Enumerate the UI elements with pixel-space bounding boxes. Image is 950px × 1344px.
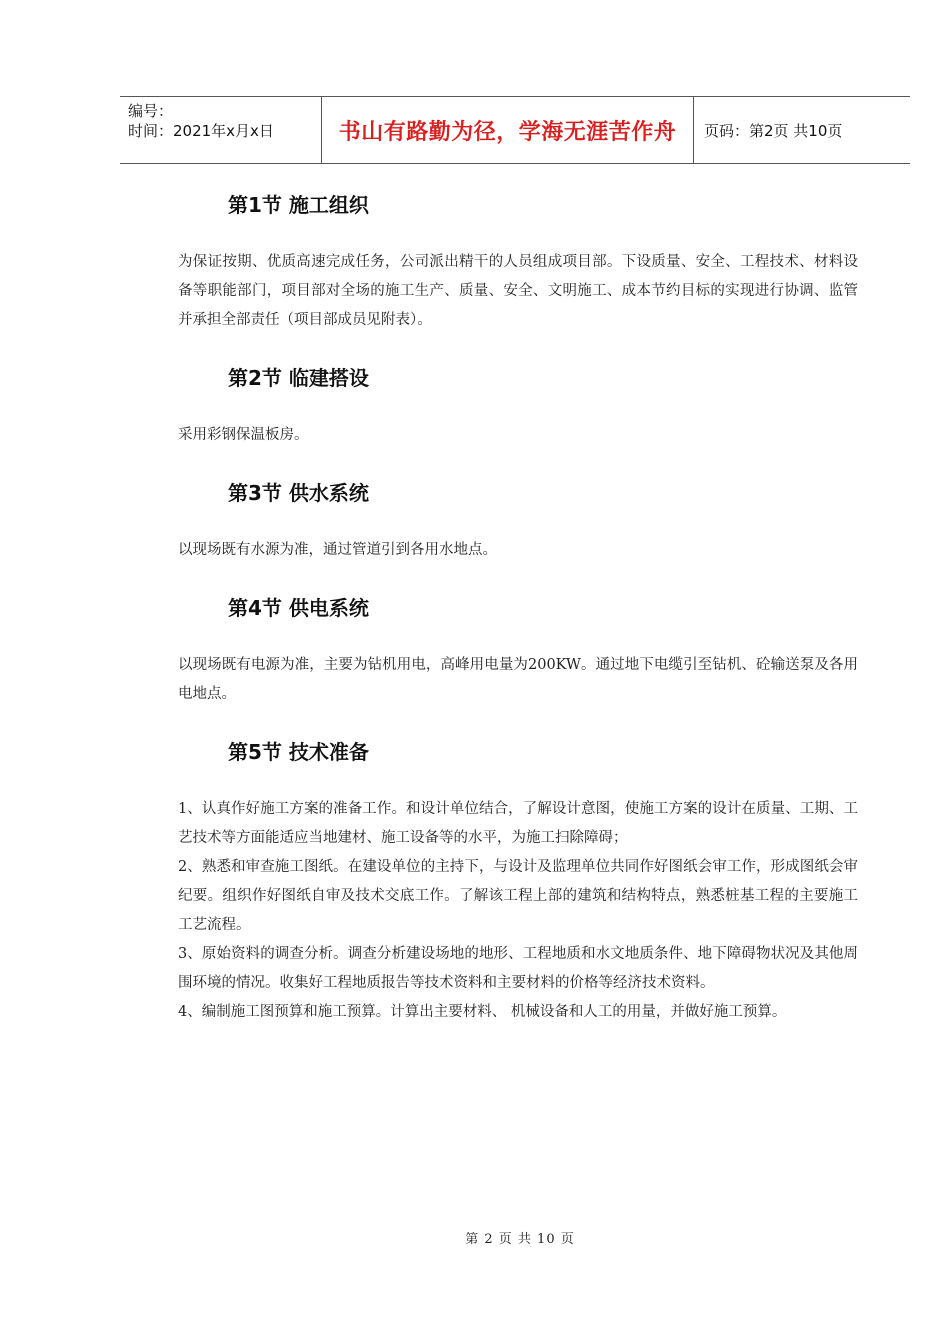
- section-title: 第4节 供电系统: [228, 596, 369, 620]
- document-time-label: 时间：2021年x月x日: [128, 122, 274, 140]
- section-paragraph: 为保证按期、优质高速完成任务，公司派出精干的人员组成项目部。下设质量、安全、工程技术、材料设备等职能部门，项目部对全场的施工生产、质量、安全、文明施工、成本节约目标的实现进行协调、监管并承担全部责任（项目部成员见附表）。: [178, 254, 858, 328]
- section-title: 第2节 临建搭设: [228, 366, 369, 390]
- header-motto: 书山有路勤为径，学海无涯苦作舟: [338, 119, 677, 145]
- header-motto-cell: [321, 97, 694, 163]
- footer-page-number: 第 2 页 共 10 页: [465, 1232, 575, 1247]
- list-item: 1、认真作好施工方案的准备工作。和设计单位结合，了解设计意图，使施工方案的设计在质量、工期、工艺技术等方面能适应当地建材、施工设备等的水平，为施工扫除障碍；: [178, 801, 858, 846]
- document-body: [178, 190, 858, 1027]
- header-page-cell: [694, 97, 910, 163]
- section-title: 第1节 施工组织: [228, 193, 369, 217]
- list-item: 3、原始资料的调查分析。调查分析建设场地的地形、工程地质和水文地质条件、地下障碍物状况及其他周围环境的情况。收集好工程地质报告等技术资料和主要材料的价格等经济技术资料。: [178, 946, 858, 991]
- page-footer: [0, 1228, 950, 1247]
- section-title: 第3节 供水系统: [228, 481, 369, 505]
- section-title: 第5节 技术准备: [228, 740, 369, 764]
- section-paragraph: 以现场既有水源为准，通过管道引到各用水地点。: [178, 542, 497, 558]
- section-paragraph: 采用彩钢保温板房。: [178, 427, 309, 443]
- list-item: 2、熟悉和审查施工图纸。在建设单位的主持下，与设计及监理单位共同作好图纸会审工作，形成图纸会审纪要。组织作好图纸自审及技术交底工作。了解该工程上部的建筑和结构特点，熟悉桩基工程的主要施工工艺流程。: [178, 859, 858, 933]
- section-paragraph: 以现场既有电源为准，主要为钻机用电，高峰用电量为200KW。通过地下电缆引至钻机、砼输送泵及各用电地点。: [178, 657, 858, 702]
- header-page-label: 页码：第2页 共10页: [704, 121, 843, 140]
- page-header: [120, 96, 910, 164]
- list-item: 4、编制施工图预算和施工预算。计算出主要材料、 机械设备和人工的用量，并做好施工预算。: [178, 1004, 787, 1020]
- header-meta: [120, 97, 321, 163]
- document-number-label: 编号：: [128, 102, 174, 120]
